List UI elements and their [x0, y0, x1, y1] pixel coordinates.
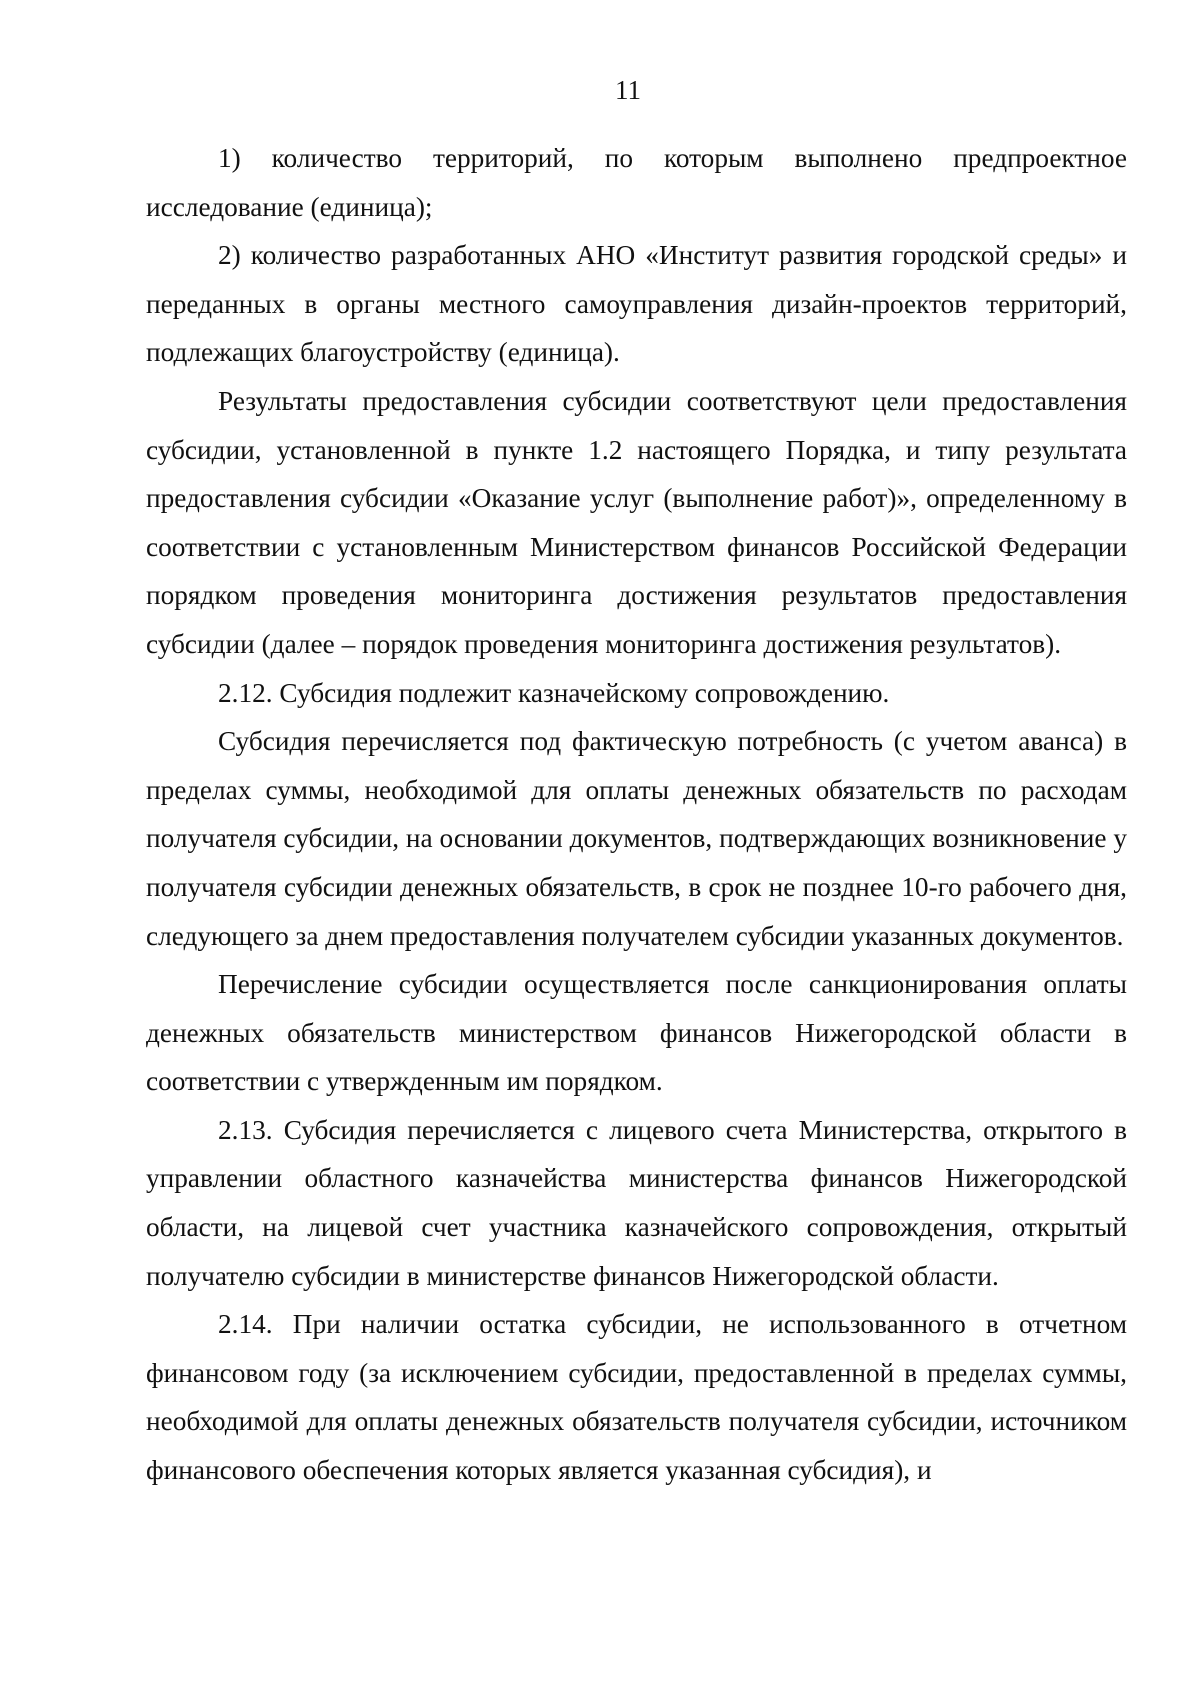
paragraph-2-14: 2.14. При наличии остатка субсидии, не использованного в отчетном финансовом году (за исключением субсидии, предоставленной в пределах суммы, необходимой для оплаты денежных обязательств получателя субсидии, источником финансового обеспечения которых является указанная субсидия), и [146, 1309, 1127, 1486]
paragraph-item-2: 2) количество разработанных АНО «Институт развития городской среды» и переданных в органы местного самоуправления дизайн-проектов территорий, подлежащих благоустройству (единица). [146, 240, 1127, 368]
paragraph-2-13: 2.13. Субсидия перечисляется с лицевого счета Министерства, открытого в управлении областного казначейства министерства финансов Нижегородской области, на лицевой счет участника казначейского сопровождения, открытый получателю субсидии в министерстве финансов Нижегородской области. [146, 1114, 1127, 1291]
document-body [146, 134, 1127, 1495]
paragraph-results: Результаты предоставления субсидии соответствуют цели предоставления субсидии, установленной в пункте 1.2 настоящего Порядка, и типу результата предоставления субсидии «Оказание услуг (выполнение работ)», определенному в соответствии с установленным Министерством финансов Российской Федерации порядком проведения мониторинга достижения результатов предоставления субсидии (далее – порядок проведения мониторинга достижения результатов). [146, 385, 1127, 659]
paragraph-transfer-sanction: Перечисление субсидии осуществляется после санкционирования оплаты денежных обязательств министерством финансов Нижегородской области в соответствии с утвержденным им порядком. [146, 969, 1127, 1097]
page-number: 11 [615, 75, 641, 105]
paragraph-item-1: 1) количество территорий, по которым выполнено предпроектное исследование (единица); [146, 143, 1127, 222]
paragraph-transfer-need: Субсидия перечисляется под фактическую потребность (с учетом аванса) в пределах суммы, необходимой для оплаты денежных обязательств по расходам получателя субсидии, на основании документов, подтверждающих возникновение у получателя субсидии денежных обязательств, в срок не позднее 10-го рабочего дня, следующего за днем предоставления получателем субсидии указанных документов. [146, 726, 1127, 951]
paragraph-2-12: 2.12. Субсидия подлежит казначейскому сопровождению. [218, 677, 890, 708]
